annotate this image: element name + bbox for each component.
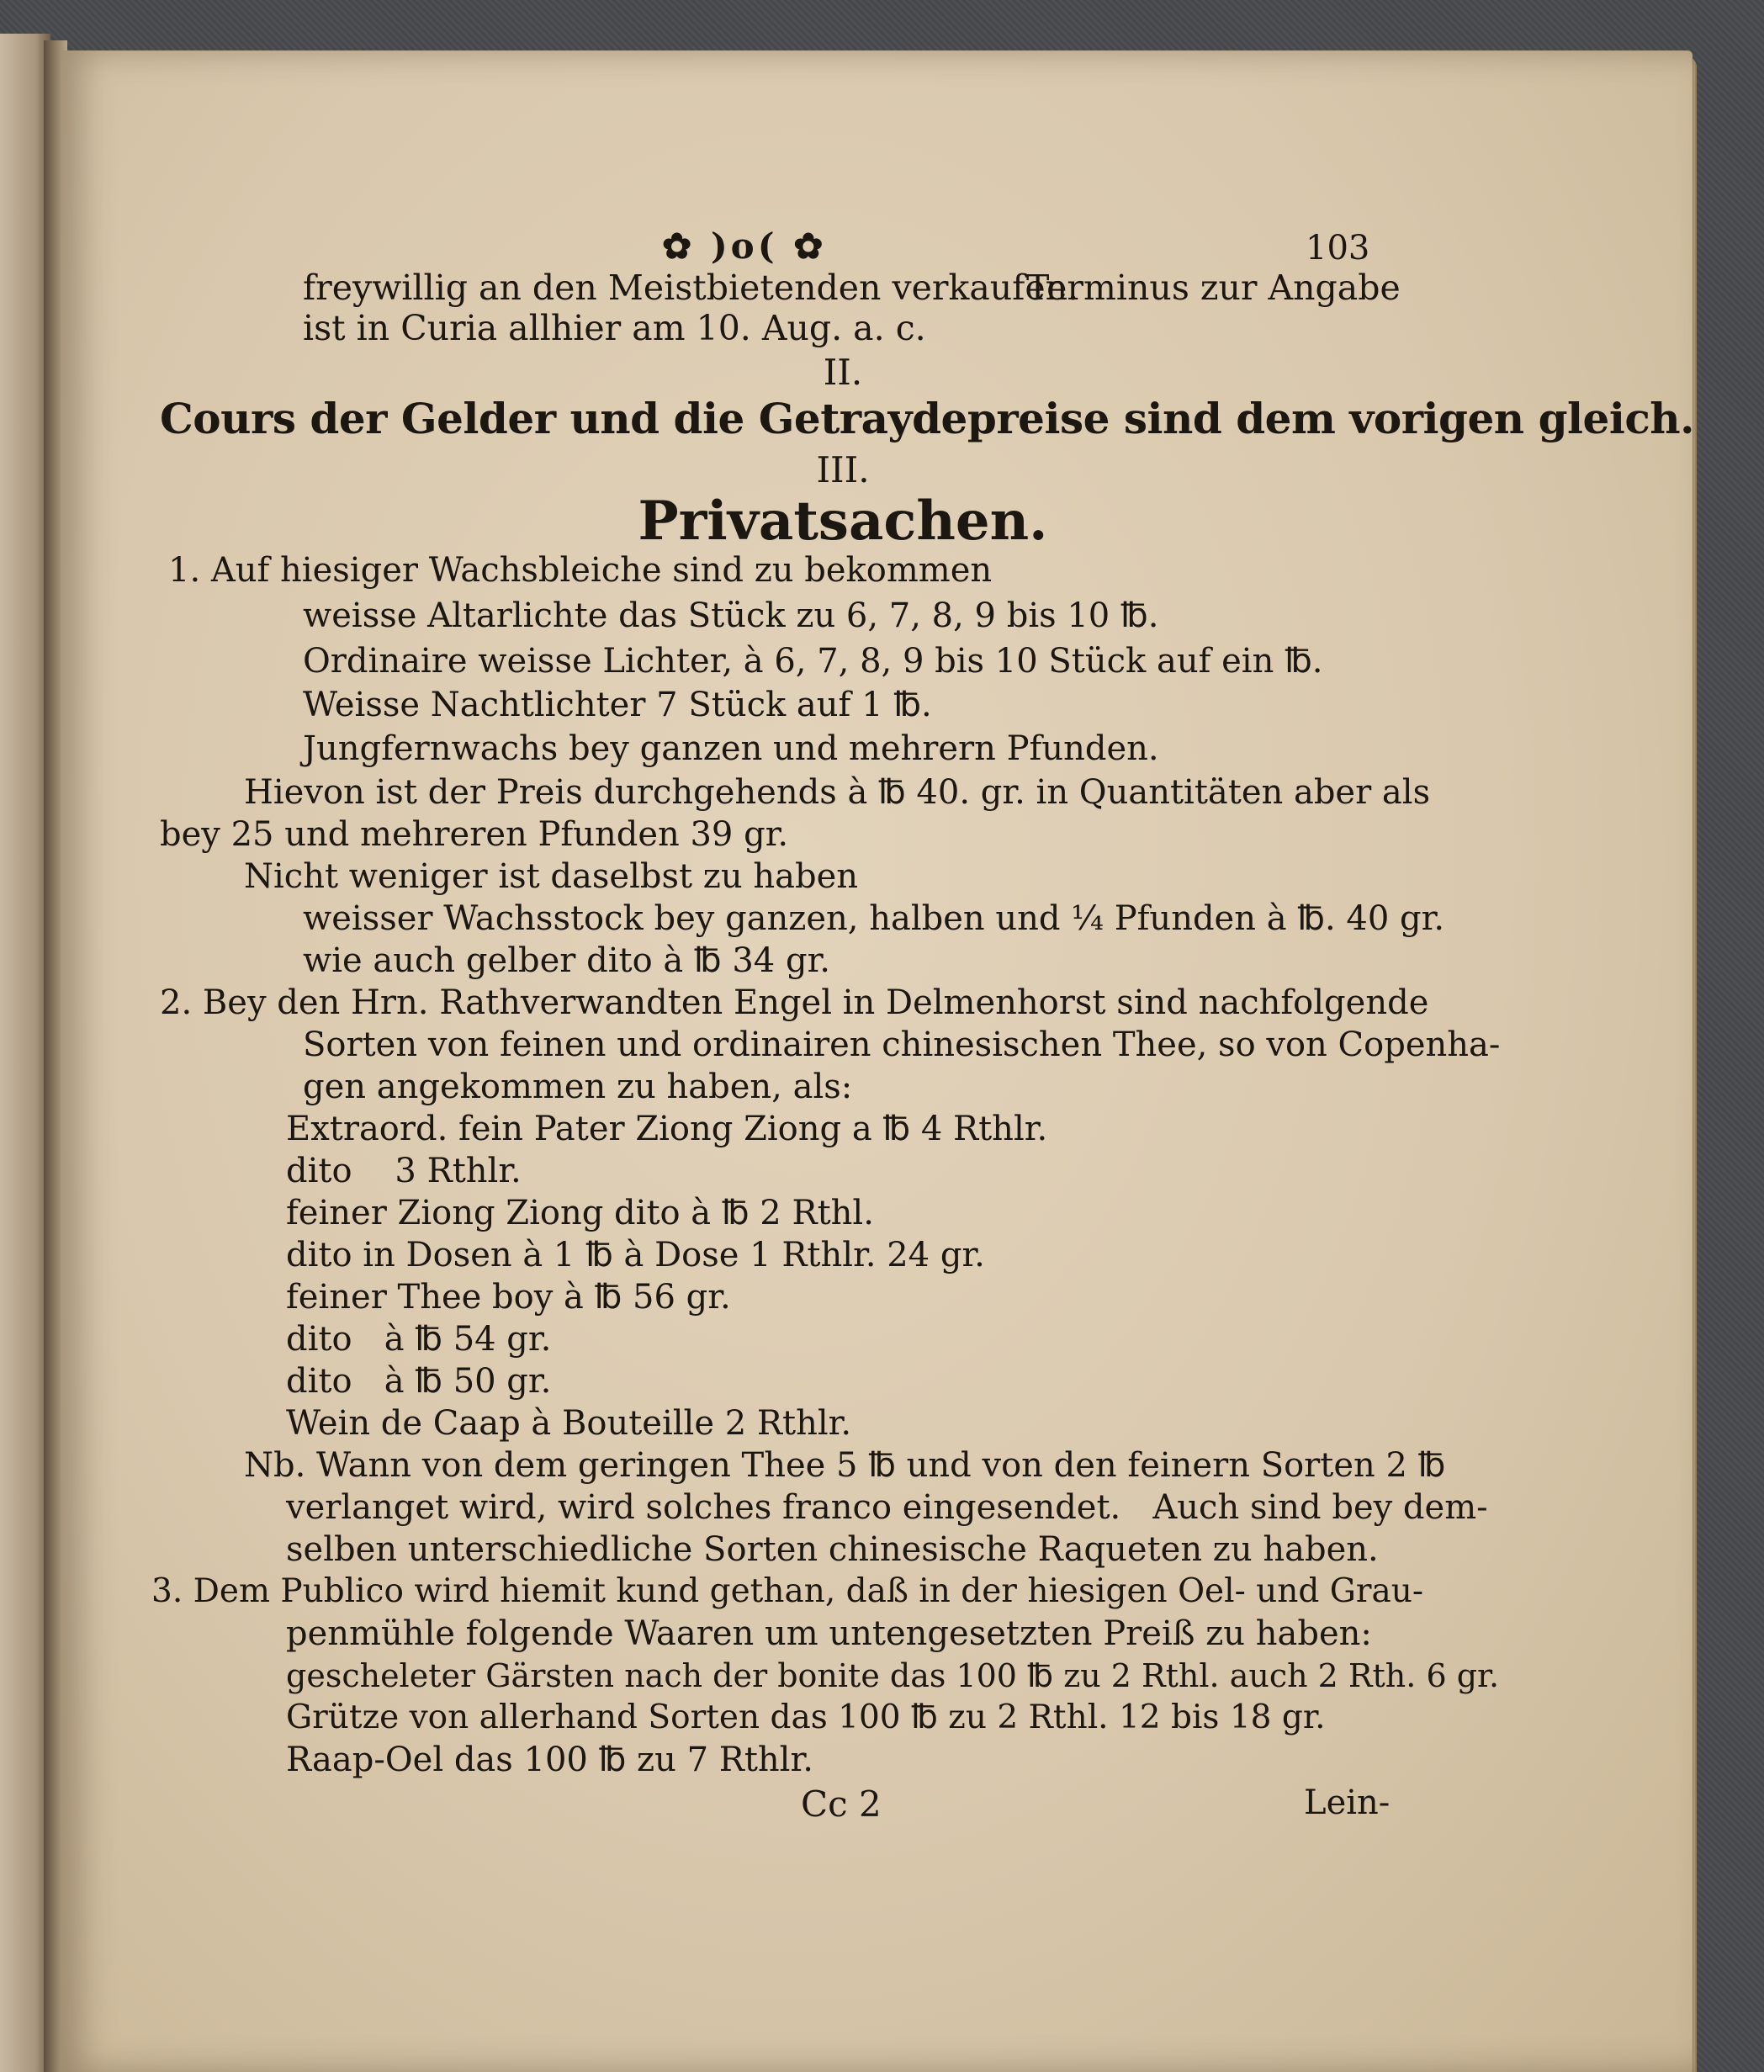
text-line: ist in Curia allhier am 10. Aug. a. c. xyxy=(303,308,926,348)
text-line: Nb. Wann von dem geringen Thee 5 ℔ und von den feinern Sorten 2 ℔ xyxy=(244,1446,1446,1485)
text-line: 3. Dem Publico wird hiemit kund gethan, daß in der hiesigen Oel- und Grau- xyxy=(151,1572,1424,1610)
text-line: gen angekommen zu haben, als: xyxy=(303,1068,853,1106)
section-heading: Cours der Gelder und die Getraydepreise sind dem vorigen gleich. xyxy=(160,394,1695,443)
text-line: feiner Ziong Ziong dito à ℔ 2 Rthl. xyxy=(286,1194,874,1232)
section-number: II. xyxy=(823,352,863,393)
text-line: penmühle folgende Waaren um untengesetzten Preiß zu haben: xyxy=(286,1614,1372,1653)
text-line: 1. Auf hiesiger Wachsbleiche sind zu bekommen xyxy=(168,551,993,590)
text-line: 2. Bey den Hrn. Rathverwandten Engel in Delmenhorst sind nachfolgende xyxy=(160,983,1429,1022)
text-line: Sorten von feinen und ordinairen chinesischen Thee, so von Copenha- xyxy=(303,1025,1501,1064)
text-line: Extraord. fein Pater Ziong Ziong a ℔ 4 Rthlr. xyxy=(286,1110,1048,1148)
text-line: bey 25 und mehreren Pfunden 39 gr. xyxy=(160,815,789,854)
text-line: Grütze von allerhand Sorten das 100 ℔ zu 2 Rthl. 12 bis 18 gr. xyxy=(286,1698,1326,1736)
text-line: Jungfernwachs bey ganzen und mehrern Pfunden. xyxy=(303,729,1159,768)
text-line: weisse Altarlichte das Stück zu 6, 7, 8, 9 bis 10 ℔. xyxy=(303,596,1159,635)
text-line: selben unterschiedliche Sorten chinesische Raqueten zu haben. xyxy=(286,1530,1379,1569)
text-line: Terminus zur Angabe xyxy=(1026,268,1401,308)
text-line: wie auch gelber dito à ℔ 34 gr. xyxy=(303,941,831,980)
text-line: Hievon ist der Preis durchgehends à ℔ 40. gr. in Quantitäten aber als xyxy=(244,773,1431,812)
text-line: dito à ℔ 50 gr. xyxy=(286,1362,552,1401)
text-line: Ordinaire weisse Lichter, à 6, 7, 8, 9 bis 10 Stück auf ein ℔. xyxy=(303,642,1323,681)
catchword: Lein- xyxy=(1304,1783,1391,1822)
header-ornament: ✿ )o( ✿ xyxy=(662,225,827,267)
text-line: Weisse Nachtlichter 7 Stück auf 1 ℔. xyxy=(303,686,932,724)
text-line: dito 3 Rthlr. xyxy=(286,1152,522,1190)
page-number: 103 xyxy=(1306,229,1370,268)
book-page xyxy=(61,50,1695,2072)
text-line: feiner Thee boy à ℔ 56 gr. xyxy=(286,1278,731,1317)
text-line: Raap-Oel das 100 ℔ zu 7 Rthlr. xyxy=(286,1741,813,1779)
section-heading: Privatsachen. xyxy=(638,490,1048,553)
text-line: weisser Wachsstock bey ganzen, halben und ¼ Pfunden à ℔. 40 gr. xyxy=(303,899,1445,938)
text-line: dito à ℔ 54 gr. xyxy=(286,1320,552,1359)
section-number: III. xyxy=(816,449,870,490)
text-line: Nicht weniger ist daselbst zu haben xyxy=(244,857,858,896)
facing-page-edge xyxy=(0,34,50,2072)
signature-mark: Cc 2 xyxy=(801,1783,882,1825)
text-line: gescheleter Gärsten nach der bonite das 100 ℔ zu 2 Rthl. auch 2 Rth. 6 gr. xyxy=(286,1657,1500,1694)
text-line: freywillig an den Meistbietenden verkaufen. xyxy=(303,268,1079,308)
text-line: dito in Dosen à 1 ℔ à Dose 1 Rthlr. 24 gr. xyxy=(286,1236,985,1274)
text-line: verlanget wird, wird solches franco eingesendet. Auch sind bey dem- xyxy=(286,1488,1488,1527)
text-line: Wein de Caap à Bouteille 2 Rthlr. xyxy=(286,1404,852,1443)
